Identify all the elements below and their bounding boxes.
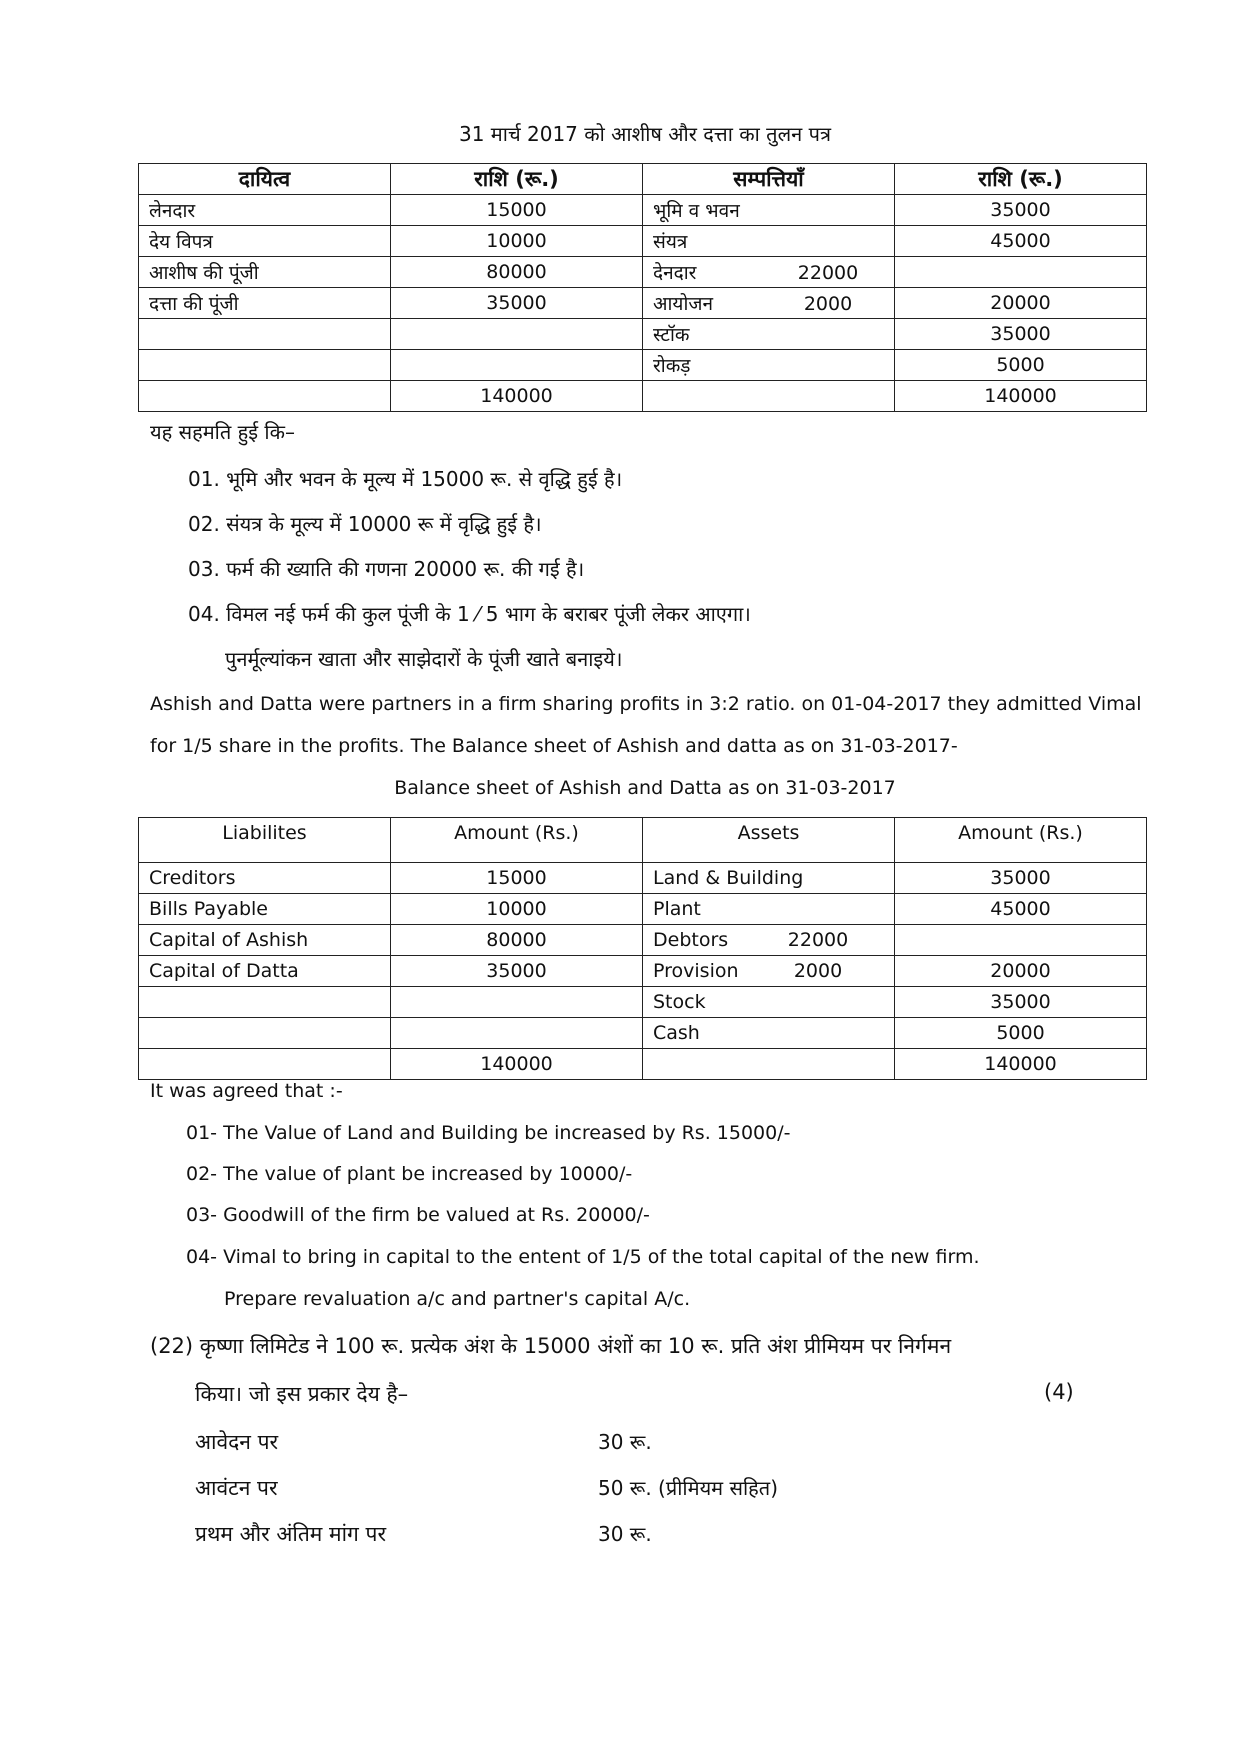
table-row: [139, 257, 1147, 288]
liability-cell: लेनदार: [139, 195, 391, 226]
asset-cell: [643, 226, 895, 257]
hindi-agreed-intro: यह सहमति हुई कि–: [150, 420, 295, 444]
table-row: [139, 1018, 1147, 1049]
hindi-point-4: 04. विमल नई फर्म की कुल पूंजी के 1 ⁄ 5 भाग के बराबर पूंजी लेकर आएगा।: [188, 602, 751, 626]
amount-cell: 15000: [391, 863, 643, 894]
table-row: [139, 863, 1147, 894]
english-point-2: 02- The value of plant be increased by 10000/-: [186, 1163, 633, 1185]
payment-value-application: 30 रू.: [598, 1430, 652, 1454]
empty-cell: [139, 1049, 391, 1080]
asset-cell: [643, 956, 895, 987]
liability-cell: आशीष की पूंजी: [139, 257, 391, 288]
amount-cell: 10000: [391, 894, 643, 925]
asset-amount-cell: [895, 925, 1147, 956]
liability-cell: [139, 350, 391, 381]
english-point-1: 01- The Value of Land and Building be increased by Rs. 15000/-: [186, 1122, 791, 1144]
asset-amount-cell: 20000: [895, 956, 1147, 987]
asset-amount-cell: 35000: [895, 195, 1147, 226]
asset-cell: [643, 894, 895, 925]
amount-cell: 80000: [391, 925, 643, 956]
amount-cell: 35000: [391, 956, 643, 987]
asset-amount-cell: 5000: [895, 1018, 1147, 1049]
payment-label-application: आवेदन पर: [195, 1430, 279, 1454]
header-assets: Assets: [643, 818, 895, 863]
hindi-balance-sheet-table: [138, 163, 1147, 412]
amount-cell: [391, 319, 643, 350]
liability-cell: देय विपत्र: [139, 226, 391, 257]
asset-name: भूमि व भवन: [653, 200, 740, 222]
asset-name: रोकड़: [653, 355, 691, 377]
total-assets: 140000: [895, 381, 1147, 412]
asset-cell: [643, 925, 895, 956]
table-row: [139, 226, 1147, 257]
total-liabilities: 140000: [391, 381, 643, 412]
header-amount: राशि (रू.): [391, 164, 643, 195]
hindi-point-2: 02. संयत्र के मूल्य में 10000 रू में वृद्धि हुई है।: [188, 512, 542, 536]
table-total-row: [139, 1049, 1147, 1080]
hindi-point-1: 01. भूमि और भवन के मूल्य में 15000 रू. से वृद्धि हुई है।: [188, 467, 623, 491]
table-header-row: [139, 164, 1147, 195]
sub-amount: 2000: [803, 293, 853, 315]
table-header-row: [139, 818, 1147, 863]
asset-amount-cell: 45000: [895, 894, 1147, 925]
asset-amount-cell: 45000: [895, 226, 1147, 257]
sub-amount: 22000: [787, 929, 849, 951]
english-point-4: 04- Vimal to bring in capital to the entent of 1/5 of the total capital of the new firm.: [186, 1246, 980, 1268]
english-point-3: 03- Goodwill of the firm be valued at Rs. 20000/-: [186, 1204, 650, 1226]
hindi-balance-sheet-title: 31 मार्च 2017 को आशीष और दत्ता का तुलन पत्र: [459, 122, 831, 146]
asset-name: Land & Building: [653, 867, 804, 889]
asset-cell: [643, 288, 895, 319]
amount-cell: 15000: [391, 195, 643, 226]
question-22-marks: (4): [1044, 1380, 1074, 1404]
liability-cell: Bills Payable: [139, 894, 391, 925]
liability-cell: दत्ता की पूंजी: [139, 288, 391, 319]
amount-cell: [391, 1018, 643, 1049]
asset-cell: [643, 350, 895, 381]
asset-cell: [643, 863, 895, 894]
table-total-row: [139, 381, 1147, 412]
table-row: [139, 925, 1147, 956]
asset-cell: [643, 195, 895, 226]
amount-cell: [391, 987, 643, 1018]
liability-cell: Capital of Datta: [139, 956, 391, 987]
table-row: [139, 195, 1147, 226]
liability-cell: [139, 987, 391, 1018]
asset-name: आयोजन: [653, 293, 714, 315]
table-row: [139, 894, 1147, 925]
total-assets: 140000: [895, 1049, 1147, 1080]
asset-cell: [643, 987, 895, 1018]
asset-name: देनदार: [653, 262, 697, 284]
header-liabilities: दायित्व: [139, 164, 391, 195]
asset-amount-cell: 35000: [895, 319, 1147, 350]
liability-cell: Capital of Ashish: [139, 925, 391, 956]
header-amount: Amount (Rs.): [391, 818, 643, 863]
liability-cell: Creditors: [139, 863, 391, 894]
asset-amount-cell: 20000: [895, 288, 1147, 319]
payment-value-allotment: 50 रू. (प्रीमियम सहित): [598, 1476, 779, 1500]
header-amount: Amount (Rs.): [895, 818, 1147, 863]
table-row: [139, 987, 1147, 1018]
amount-cell: 80000: [391, 257, 643, 288]
table-row: [139, 319, 1147, 350]
liability-cell: [139, 1018, 391, 1049]
amount-cell: [391, 350, 643, 381]
english-agreed-intro: It was agreed that :-: [150, 1080, 343, 1102]
header-amount: राशि (रू.): [895, 164, 1147, 195]
asset-name: Plant: [653, 898, 701, 920]
asset-name: Cash: [653, 1022, 700, 1044]
asset-name: Debtors: [653, 929, 729, 951]
english-instruction: Prepare revaluation a/c and partner's capital A/c.: [224, 1288, 691, 1310]
empty-cell: [139, 381, 391, 412]
asset-name: संयत्र: [653, 231, 688, 253]
asset-name: Provision: [653, 960, 739, 982]
payment-label-first-final-call: प्रथम और अंतिम मांग पर: [195, 1522, 387, 1546]
question-22-line-1: (22) कृष्णा लिमिटेड ने 100 रू. प्रत्येक अंश के 15000 अंशों का 10 रू. प्रति अंश प्रीमियम पर निर्गमन: [150, 1334, 952, 1358]
sub-amount: 2000: [793, 960, 843, 982]
english-balance-sheet-title: Balance sheet of Ashish and Datta as on 31-03-2017: [394, 777, 896, 799]
asset-cell: [643, 257, 895, 288]
asset-amount-cell: [895, 257, 1147, 288]
header-assets: सम्पत्तियाँ: [643, 164, 895, 195]
amount-cell: 35000: [391, 288, 643, 319]
asset-amount-cell: 5000: [895, 350, 1147, 381]
english-intro-line-2: for 1/5 share in the profits. The Balance sheet of Ashish and datta as on 31-03-2017-: [150, 735, 958, 757]
table-row: [139, 956, 1147, 987]
total-liabilities: 140000: [391, 1049, 643, 1080]
asset-amount-cell: 35000: [895, 987, 1147, 1018]
asset-amount-cell: 35000: [895, 863, 1147, 894]
amount-cell: 10000: [391, 226, 643, 257]
english-intro-line-1: Ashish and Datta were partners in a firm sharing profits in 3:2 ratio. on 01-04-2017 they admitted Vimal: [150, 693, 1142, 715]
empty-cell: [643, 381, 895, 412]
header-liabilities: Liabilites: [139, 818, 391, 863]
table-row: [139, 350, 1147, 381]
hindi-instruction: पुनर्मूल्यांकन खाता और साझेदारों के पूंजी खाते बनाइये।: [225, 647, 623, 671]
payment-value-first-final-call: 30 रू.: [598, 1522, 652, 1546]
liability-cell: [139, 319, 391, 350]
payment-label-allotment: आवंटन पर: [195, 1476, 278, 1500]
empty-cell: [643, 1049, 895, 1080]
table-row: [139, 288, 1147, 319]
hindi-point-3: 03. फर्म की ख्याति की गणना 20000 रू. की गई है।: [188, 557, 585, 581]
asset-cell: [643, 1018, 895, 1049]
asset-name: Stock: [653, 991, 706, 1013]
english-balance-sheet-table: [138, 817, 1147, 1080]
asset-cell: [643, 319, 895, 350]
asset-name: स्टॉक: [653, 324, 690, 346]
sub-amount: 22000: [797, 262, 859, 284]
question-22-line-2: किया। जो इस प्रकार देय है–: [195, 1382, 409, 1406]
